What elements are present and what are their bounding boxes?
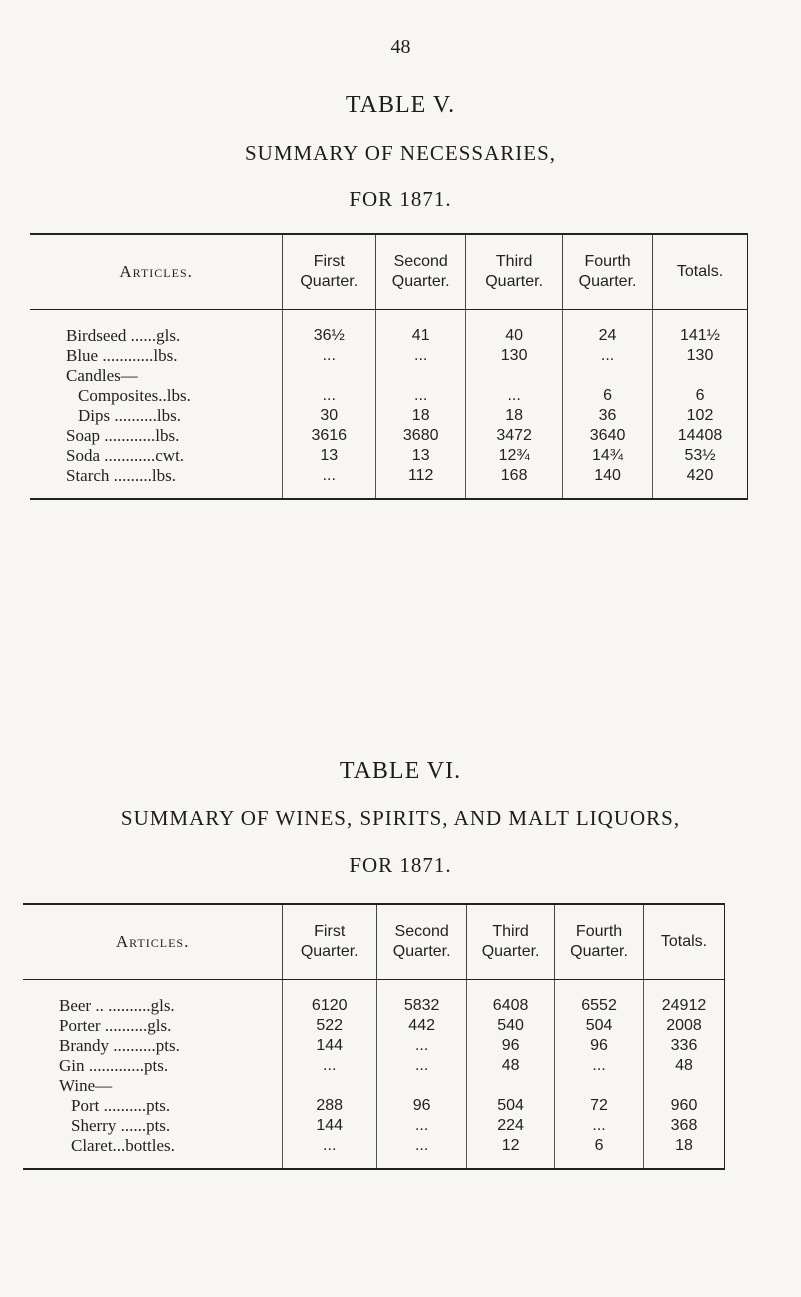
cell: 540 — [467, 1016, 555, 1036]
row-label: Gin .............pts. — [59, 1056, 169, 1075]
cell: 112 — [376, 466, 466, 499]
table-row — [30, 446, 748, 466]
cell: 336 — [644, 1036, 725, 1056]
table-row — [30, 426, 748, 446]
cell: ... — [376, 386, 466, 406]
cell: 12 — [467, 1136, 555, 1169]
cell: 14408 — [653, 426, 748, 446]
cell: 442 — [377, 1016, 467, 1036]
page-number: 48 — [390, 36, 411, 58]
cell: 368 — [644, 1116, 725, 1136]
header-totals: Totals. — [653, 234, 748, 310]
table6-title: TABLE VI. — [339, 758, 462, 784]
table-row — [23, 980, 725, 1017]
table6 — [23, 903, 725, 1170]
table6-subtitle: SUMMARY OF WINES, SPIRITS, AND MALT LIQUORS, — [120, 806, 681, 830]
cell: 18 — [376, 406, 466, 426]
cell: 224 — [467, 1116, 555, 1136]
cell — [467, 1076, 555, 1096]
cell: 48 — [644, 1056, 725, 1076]
header-first-quarter: First Quarter. — [283, 904, 377, 980]
cell: 6408 — [467, 980, 555, 1017]
table-row — [30, 386, 748, 406]
cell: 3680 — [376, 426, 466, 446]
cell: 24 — [563, 310, 653, 347]
table-row — [23, 1076, 725, 1096]
cell: ... — [377, 1036, 467, 1056]
cell: 6 — [653, 386, 748, 406]
cell: ... — [283, 466, 376, 499]
cell: 420 — [653, 466, 748, 499]
cell: 53½ — [653, 446, 748, 466]
header-fourth-quarter: Fourth Quarter. — [563, 234, 653, 310]
header-first-quarter: First Quarter. — [283, 234, 376, 310]
cell: ... — [563, 346, 653, 366]
cell: 144 — [283, 1116, 377, 1136]
table-row — [30, 310, 748, 347]
table-row — [23, 1036, 725, 1056]
cell: 960 — [644, 1096, 725, 1116]
table-row — [30, 346, 748, 366]
cell: 12¾ — [466, 446, 563, 466]
header-third-quarter: Third Quarter. — [466, 234, 563, 310]
cell — [376, 366, 466, 386]
cell: 3640 — [563, 426, 653, 446]
cell: 6 — [563, 386, 653, 406]
cell: 504 — [467, 1096, 555, 1116]
cell: 14¾ — [563, 446, 653, 466]
cell — [653, 366, 748, 386]
header-totals: Totals. — [644, 904, 725, 980]
cell — [283, 1076, 377, 1096]
row-label: Beer .. ..........gls. — [59, 996, 175, 1015]
row-label: Porter ..........gls. — [59, 1016, 172, 1035]
row-label: Sherry ......pts. — [71, 1116, 171, 1135]
cell: ... — [283, 1136, 377, 1169]
cell: 130 — [653, 346, 748, 366]
row-label: Wine— — [59, 1076, 113, 1095]
cell: 3616 — [283, 426, 376, 446]
cell: 288 — [283, 1096, 377, 1116]
cell: 36 — [563, 406, 653, 426]
cell: 96 — [377, 1096, 467, 1116]
cell: 5832 — [377, 980, 467, 1017]
cell: 36½ — [283, 310, 376, 347]
cell: 24912 — [644, 980, 725, 1017]
cell: 522 — [283, 1016, 377, 1036]
cell: 18 — [466, 406, 563, 426]
header-second-quarter: Second Quarter. — [376, 234, 466, 310]
row-label: Claret...bottles. — [23, 1136, 283, 1169]
table-row — [23, 1116, 725, 1136]
row-label: Soap ............lbs. — [66, 426, 180, 445]
cell: 504 — [555, 1016, 644, 1036]
cell: 2008 — [644, 1016, 725, 1036]
cell: 102 — [653, 406, 748, 426]
cell: 30 — [283, 406, 376, 426]
header-third-quarter: Third Quarter. — [467, 904, 555, 980]
header-articles: Articles. — [30, 234, 283, 310]
cell: ... — [377, 1136, 467, 1169]
table-row — [30, 366, 748, 386]
cell: ... — [377, 1056, 467, 1076]
cell: ... — [555, 1056, 644, 1076]
row-label: Brandy ..........pts. — [59, 1036, 180, 1055]
row-label: Candles— — [66, 366, 138, 385]
table-row — [30, 466, 748, 499]
cell: 141½ — [653, 310, 748, 347]
cell: ... — [466, 386, 563, 406]
table5-subtitle: SUMMARY OF NECESSARIES, — [244, 141, 557, 165]
table6-year: FOR 1871. — [349, 853, 452, 877]
cell: 40 — [466, 310, 563, 347]
cell: 13 — [283, 446, 376, 466]
cell: 168 — [466, 466, 563, 499]
cell: 130 — [466, 346, 563, 366]
table5-year: FOR 1871. — [349, 187, 452, 211]
cell — [563, 366, 653, 386]
cell: 144 — [283, 1036, 377, 1056]
cell: 48 — [467, 1056, 555, 1076]
row-label: Birdseed ......gls. — [66, 326, 181, 345]
table5-header-row — [30, 234, 748, 310]
row-label: Dips ..........lbs. — [78, 406, 181, 425]
cell: ... — [376, 346, 466, 366]
cell: 13 — [376, 446, 466, 466]
table-row — [30, 406, 748, 426]
cell: ... — [283, 346, 376, 366]
cell: 6120 — [283, 980, 377, 1017]
cell: 6552 — [555, 980, 644, 1017]
cell: ... — [283, 1056, 377, 1076]
table-row — [23, 1096, 725, 1116]
cell: 72 — [555, 1096, 644, 1116]
row-label: Starch .........lbs. — [30, 466, 283, 499]
cell: ... — [555, 1116, 644, 1136]
cell — [466, 366, 563, 386]
table5-title: TABLE V. — [345, 92, 456, 118]
cell: ... — [283, 386, 376, 406]
cell: ... — [377, 1116, 467, 1136]
row-label: Blue ............lbs. — [66, 346, 178, 365]
cell: 18 — [644, 1136, 725, 1169]
row-label: Port ..........pts. — [71, 1096, 171, 1115]
header-articles: Articles. — [23, 904, 283, 980]
row-label: Soda ............cwt. — [66, 446, 185, 465]
row-label: Composites..lbs. — [78, 386, 191, 405]
cell — [377, 1076, 467, 1096]
cell: 41 — [376, 310, 466, 347]
cell: 96 — [467, 1036, 555, 1056]
cell: 6 — [555, 1136, 644, 1169]
cell — [555, 1076, 644, 1096]
header-second-quarter: Second Quarter. — [377, 904, 467, 980]
header-fourth-quarter: Fourth Quarter. — [555, 904, 644, 980]
cell — [283, 366, 376, 386]
cell: 96 — [555, 1036, 644, 1056]
table-row — [23, 1056, 725, 1076]
cell: 3472 — [466, 426, 563, 446]
cell — [644, 1076, 725, 1096]
table-row — [23, 1016, 725, 1036]
table5 — [30, 233, 748, 500]
cell: 140 — [563, 466, 653, 499]
table6-header-row — [23, 904, 725, 980]
table-row — [23, 1136, 725, 1169]
